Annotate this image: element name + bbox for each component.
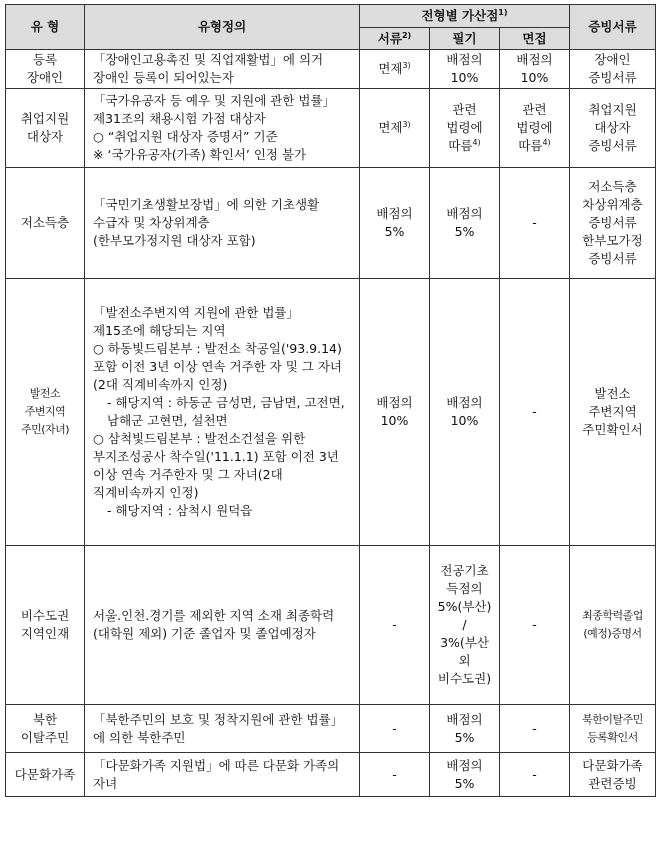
footnote-ref: 4): [542, 137, 551, 147]
definition-line: ※ ‘국가유공자(가족) 확인서’ 인정 불가: [93, 147, 307, 162]
type-line: 비수도권: [20, 608, 70, 623]
type-line: 장애인: [26, 70, 64, 85]
bonus-line: 득점의: [446, 581, 483, 596]
cell-interview-bonus: [500, 753, 570, 797]
header-evidence: 증빙서류: [570, 5, 656, 50]
evidence-line: 취업지원: [588, 102, 637, 117]
cell-definition: [85, 705, 360, 753]
cell-written-bonus: [430, 279, 500, 546]
footnote-ref: 4): [472, 137, 481, 147]
bonus-line: 배점의: [446, 711, 483, 727]
evidence-line: 발전소: [594, 386, 631, 401]
evidence-line: 증빙서류: [588, 215, 637, 230]
header-written: 필기: [430, 28, 500, 50]
cell-interview-bonus: [500, 279, 570, 546]
cell-interview-bonus: [500, 50, 570, 89]
cell-written-bonus: [430, 168, 500, 279]
definition-line: (한부모가정지원 대상자 포함): [93, 233, 256, 248]
evidence-line: 주민확인서: [582, 422, 643, 437]
cell-doc-bonus: [360, 279, 430, 546]
bonus-line: 10%: [450, 70, 479, 85]
bonus-line: 5%: [454, 224, 475, 239]
type-line: 등록: [32, 52, 58, 67]
cell-evidence: [570, 50, 656, 89]
table-row: [6, 546, 656, 705]
bonus-line: 면제$^{3)}$: [378, 119, 411, 135]
bonus-line: 전공기초: [440, 563, 489, 578]
cell-type: [6, 705, 85, 753]
header-definition: 유형정의: [85, 5, 360, 50]
table-row: [6, 50, 656, 89]
bonus-line: 법령에: [516, 120, 553, 135]
bonus-line: 5%: [454, 729, 475, 745]
definition-line: 「국가유공자 등 예우 및 지원에 관한 법률」 제31조의 채용시험 가점 대상자: [93, 93, 336, 126]
table-row: [6, 279, 656, 546]
table-row: [6, 89, 656, 168]
type-line: 북한: [32, 711, 58, 727]
cell-type: [6, 89, 85, 168]
type-line: 주민(자녀): [20, 423, 70, 436]
bonus-line: 5%: [384, 224, 405, 239]
cell-definition: [85, 89, 360, 168]
cell-interview-bonus: [500, 168, 570, 279]
cell-interview-bonus: [500, 546, 570, 705]
cell-type: [6, 279, 85, 546]
bonus-line: 따름$^{4)}$: [518, 137, 551, 153]
table-body: [6, 50, 656, 797]
cell-interview-bonus: [500, 89, 570, 168]
bonus-line: 10%: [520, 70, 549, 85]
cell-definition: [85, 546, 360, 705]
bonus-line: 5%: [454, 775, 475, 791]
footnote-ref: 2): [401, 30, 412, 40]
bonus-line: 배점의: [376, 395, 413, 410]
header-doc-screen-label: 서류: [377, 30, 402, 46]
cell-evidence: [570, 168, 656, 279]
bonus-line: 면제$^{3)}$: [378, 60, 411, 76]
cell-written-bonus: [430, 546, 500, 705]
evidence-line: 주변지역: [588, 404, 637, 419]
bonus-line: 관련: [452, 102, 477, 117]
bonus-line: -: [532, 404, 537, 419]
cell-doc-bonus: [360, 89, 430, 168]
cell-type: [6, 50, 85, 89]
bonus-line: 5%(부산): [437, 599, 492, 614]
cell-definition: [85, 168, 360, 279]
definition-line: 서울.인천.경기를 제외한 지역 소재 최종학력(대학원 제외) 기준 졸업자 및 졸업예정자: [93, 608, 335, 641]
bonus-line: -: [392, 720, 397, 736]
type-line: 이탈주민: [20, 729, 70, 745]
cell-definition: [85, 50, 360, 89]
cell-written-bonus: [430, 50, 500, 89]
bonus-line: 관련: [522, 102, 547, 117]
type-line: 다문화가족: [14, 766, 76, 782]
table-row: [6, 705, 656, 753]
cell-definition: [85, 753, 360, 797]
bonus-line: 배점의: [446, 757, 483, 773]
definition-line: 「발전소주변지역 지원에 관한 법률」 제15조에 해당되는 지역: [93, 305, 299, 338]
evidence-line: 차상위계층: [582, 197, 643, 212]
definition-line: - 해당지역 : 삼척시 원덕읍: [107, 503, 253, 518]
cell-evidence: [570, 279, 656, 546]
evidence-line: 최종학력졸업: [582, 609, 643, 622]
bonus-line: 배점의: [516, 52, 553, 67]
bonus-line: 10%: [450, 413, 479, 428]
header-bonus-group-label: 전형별 가산점: [421, 8, 499, 23]
cell-definition: [85, 279, 360, 546]
definition-line: - 해당지역 : 하동군 금성면, 금남면, 고전면, 남해군 고현면, 설천면: [107, 395, 345, 428]
definition-line: ○ 하동빛드림본부 : 발전소 착공일('93.9.14) 포함 이전 3년 이상 연속 거주한 자 및 그 자녀(2대 직계비속까지 인정): [93, 341, 342, 392]
evidence-line: 장애인: [594, 52, 631, 67]
cell-evidence: [570, 89, 656, 168]
table-row: [6, 753, 656, 797]
bonus-line: 외: [458, 653, 471, 668]
cell-doc-bonus: [360, 705, 430, 753]
bonus-line: -: [532, 766, 537, 782]
bonus-line: 배점의: [376, 206, 413, 221]
bonus-line: /: [462, 617, 467, 632]
bonus-line: 3%(부산: [440, 635, 489, 650]
bonus-line: 배점의: [446, 206, 483, 221]
cell-written-bonus: [430, 753, 500, 797]
cell-doc-bonus: [360, 546, 430, 705]
definition-line: 「다문화가족 지원법」에 따른 다문화 가족의 자녀: [93, 757, 340, 791]
type-line: 대상자: [26, 129, 64, 144]
definition-line: ○ “취업지원 대상자 증명서” 기준: [93, 129, 278, 144]
type-line: 주변지역: [24, 405, 66, 418]
cell-interview-bonus: [500, 705, 570, 753]
cell-doc-bonus: [360, 50, 430, 89]
evidence-line: 등록확인서: [587, 730, 638, 744]
bonus-line: -: [392, 617, 397, 632]
evidence-line: (예정)증명서: [583, 627, 642, 640]
definition-line: 「장애인고용촉진 및 직업재활법」에 의거 장애인 등록이 되어있는자: [93, 52, 324, 85]
header-type: 유 형: [6, 5, 85, 50]
evidence-line: 저소득층: [588, 179, 637, 194]
footnote-ref: 3): [402, 60, 411, 70]
header-interview: 면접: [500, 28, 570, 50]
definition-line: 「국민기초생활보장법」에 의한 기초생활 수급자 및 차상위계층: [93, 197, 320, 230]
cell-type: [6, 546, 85, 705]
cell-evidence: [570, 753, 656, 797]
bonus-line: 비수도권): [437, 671, 492, 686]
footnote-ref: 3): [402, 119, 411, 129]
definition-line: 「북한주민의 보호 및 정착지원에 관한 법률」에 의한 북한주민: [93, 711, 344, 745]
header-bonus-group: [360, 5, 570, 28]
cell-evidence: [570, 546, 656, 705]
bonus-line: -: [532, 617, 537, 632]
cell-written-bonus: [430, 89, 500, 168]
evidence-line: 다문화가족: [582, 757, 643, 773]
cell-type: [6, 753, 85, 797]
header-doc-screen: [360, 28, 430, 50]
bonus-line: 10%: [380, 413, 409, 428]
bonus-line: 따름$^{4)}$: [448, 137, 481, 153]
cell-evidence: [570, 705, 656, 753]
cell-written-bonus: [430, 705, 500, 753]
evidence-line: 증빙서류: [588, 70, 637, 85]
type-line: 발전소: [29, 387, 61, 400]
type-line: 지역인재: [20, 626, 70, 641]
table-row: [6, 168, 656, 279]
bonus-points-table: [5, 4, 656, 797]
evidence-line: 대상자: [594, 120, 631, 135]
bonus-line: -: [532, 720, 537, 736]
bonus-line: 배점의: [446, 52, 483, 67]
cell-doc-bonus: [360, 168, 430, 279]
bonus-line: 법령에: [446, 120, 483, 135]
evidence-line: 한부모가정: [582, 233, 643, 248]
evidence-line: 증빙서류: [588, 138, 637, 153]
cell-type: [6, 168, 85, 279]
footnote-ref: 1): [498, 7, 508, 17]
type-line: 취업지원: [20, 111, 70, 126]
type-line: 저소득층: [20, 215, 70, 230]
bonus-line: 배점의: [446, 395, 483, 410]
definition-line: ○ 삼척빛드림본부 : 발전소건설을 위한 부지조성공사 착수일('11.1.1) 포함 이전 3년 이상 연속 거주한자 및 그 자녀(2대 직계비속까지 인정): [93, 431, 339, 500]
bonus-line: -: [392, 766, 397, 782]
evidence-line: 증빙서류: [588, 251, 637, 266]
evidence-line: 관련증빙: [588, 775, 637, 791]
bonus-line: -: [532, 215, 537, 230]
cell-doc-bonus: [360, 753, 430, 797]
evidence-line: 북한이탈주민: [582, 712, 643, 726]
